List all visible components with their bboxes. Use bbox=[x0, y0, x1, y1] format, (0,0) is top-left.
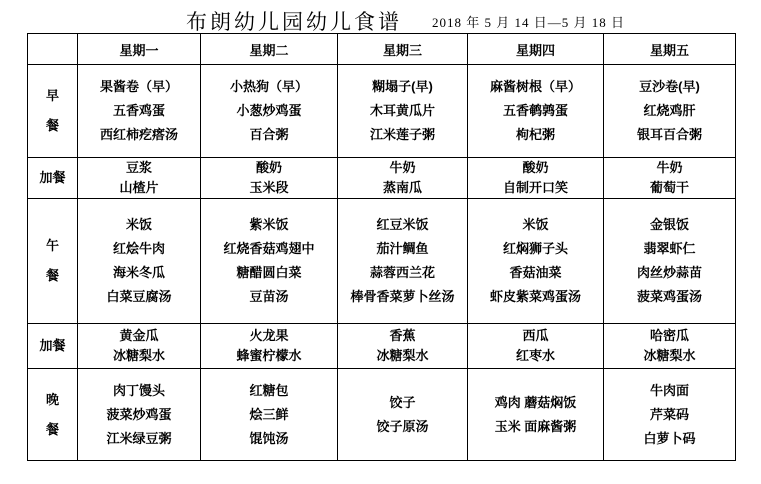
dish-item: 菠菜炒鸡蛋 bbox=[106, 406, 172, 422]
dish-item: 红焖狮子头 bbox=[502, 241, 568, 256]
dish-item: 蒸南瓜 bbox=[382, 180, 422, 195]
dish-item: 馄饨汤 bbox=[249, 430, 289, 446]
dish-item: 糖醋圆白菜 bbox=[236, 265, 302, 280]
page-title: 布朗幼儿园幼儿食谱 bbox=[186, 10, 402, 34]
day-header-row bbox=[28, 34, 736, 65]
dish-item: 红糖包 bbox=[249, 382, 289, 398]
dish-item: 五香鹌鹑蛋 bbox=[502, 103, 568, 118]
dish-item: 糊塌子(早) bbox=[372, 79, 433, 94]
menu-row-0 bbox=[28, 65, 736, 158]
dish-item: 果酱卷（早） bbox=[99, 79, 178, 94]
menu-cell-r2-c0 bbox=[78, 199, 201, 324]
date-range: 2018 年 5 月 14 日—5 月 18 日 bbox=[432, 15, 626, 30]
dish-item: 木耳黄瓜片 bbox=[369, 103, 435, 118]
dish-item: 香菇油菜 bbox=[509, 265, 562, 280]
menu-cell-r3-c2 bbox=[338, 324, 468, 369]
dish-item: 冰糖梨水 bbox=[376, 348, 429, 363]
menu-row-4 bbox=[28, 369, 736, 461]
dish-item: 玉米 面麻酱粥 bbox=[494, 418, 577, 434]
day-header-2: 星期二 bbox=[201, 34, 338, 65]
dish-item: 西瓜 bbox=[522, 328, 549, 343]
dish-item: 米饭 bbox=[125, 217, 152, 232]
menu-cell-r4-c4 bbox=[604, 369, 736, 461]
dish-item: 烩三鲜 bbox=[249, 406, 289, 422]
meal-label bbox=[28, 65, 78, 158]
meal-label-line: 午 bbox=[45, 238, 59, 253]
dish-item: 豆浆 bbox=[125, 160, 152, 175]
dish-item: 江米莲子粥 bbox=[369, 127, 435, 142]
dish-item: 冰糖梨水 bbox=[643, 348, 696, 363]
dish-item: 火龙果 bbox=[249, 328, 289, 343]
dish-item: 牛奶 bbox=[389, 160, 416, 175]
dish-item: 金银饭 bbox=[649, 217, 689, 232]
dish-item: 红烧香菇鸡翅中 bbox=[223, 241, 315, 256]
day-header-1: 星期一 bbox=[78, 34, 201, 65]
menu-cell-r3-c4 bbox=[604, 324, 736, 369]
dish-item: 冰糖梨水 bbox=[112, 348, 165, 363]
dish-item: 五香鸡蛋 bbox=[112, 103, 165, 118]
menu-cell-r3-c3 bbox=[468, 324, 604, 369]
menu-cell-r2-c4 bbox=[604, 199, 736, 324]
dish-item: 红烧鸡肝 bbox=[643, 103, 696, 118]
dish-item: 江米绿豆粥 bbox=[106, 430, 172, 446]
dish-item: 小热狗（早） bbox=[229, 79, 308, 94]
dish-item: 肉丁馒头 bbox=[112, 382, 165, 398]
dish-item: 棒骨香菜萝卜丝汤 bbox=[350, 289, 455, 304]
menu-cell-r0-c1 bbox=[201, 65, 338, 158]
dish-item: 红豆米饭 bbox=[376, 217, 429, 232]
menu-cell-r4-c0 bbox=[78, 369, 201, 461]
meal-label-line: 加餐 bbox=[39, 170, 66, 185]
dish-item: 哈密瓜 bbox=[649, 328, 689, 343]
menu-cell-r0-c4 bbox=[604, 65, 736, 158]
dish-item: 肉丝炒蒜苗 bbox=[636, 265, 702, 280]
dish-item: 豆沙卷(早) bbox=[639, 79, 700, 94]
dish-item: 百合粥 bbox=[249, 127, 289, 142]
meal-label-line: 早 bbox=[45, 88, 59, 103]
menu-row-1 bbox=[28, 158, 736, 199]
dish-item: 枸杞粥 bbox=[515, 127, 555, 142]
dish-item: 银耳百合粥 bbox=[636, 127, 702, 142]
menu-cell-r2-c1 bbox=[201, 199, 338, 324]
dish-item: 香蕉 bbox=[389, 328, 416, 343]
menu-cell-r4-c3 bbox=[468, 369, 604, 461]
menu-cell-r1-c3 bbox=[468, 158, 604, 199]
menu-cell-r2-c2 bbox=[338, 199, 468, 324]
dish-item: 红烩牛肉 bbox=[112, 241, 165, 256]
menu-cell-r2-c3 bbox=[468, 199, 604, 324]
dish-item: 玉米段 bbox=[249, 180, 289, 195]
day-header-4: 星期四 bbox=[468, 34, 604, 65]
dish-item: 黄金瓜 bbox=[119, 328, 159, 343]
dish-item: 白萝卜码 bbox=[643, 430, 696, 446]
meal-label-line: 加餐 bbox=[39, 338, 66, 353]
dish-item: 鸡肉 蘑菇焖饭 bbox=[494, 394, 577, 410]
meal-label bbox=[28, 369, 78, 461]
menu-cell-r4-c1 bbox=[201, 369, 338, 461]
dish-item: 麻酱树根（早） bbox=[489, 79, 581, 94]
dish-item: 蜂蜜柠檬水 bbox=[236, 348, 302, 363]
dish-item: 饺子 bbox=[389, 394, 416, 410]
dish-item: 牛肉面 bbox=[649, 382, 689, 398]
dish-item: 酸奶 bbox=[255, 160, 282, 175]
dish-item: 茄汁鲷鱼 bbox=[376, 241, 429, 256]
dish-item: 葡萄干 bbox=[649, 180, 689, 195]
meal-label bbox=[28, 158, 78, 199]
menu-cell-r3-c0 bbox=[78, 324, 201, 369]
dish-item: 豆苗汤 bbox=[249, 289, 289, 304]
meal-label-line: 餐 bbox=[45, 421, 59, 437]
dish-item: 红枣水 bbox=[515, 348, 555, 363]
dish-item: 小葱炒鸡蛋 bbox=[236, 103, 302, 118]
menu-cell-r3-c1 bbox=[201, 324, 338, 369]
meal-label-line: 餐 bbox=[45, 268, 59, 283]
day-header-3: 星期三 bbox=[338, 34, 468, 65]
dish-item: 酸奶 bbox=[522, 160, 549, 175]
meal-label-line: 晚 bbox=[45, 391, 59, 407]
dish-item: 自制开口笑 bbox=[502, 180, 568, 195]
meal-label bbox=[28, 199, 78, 324]
dish-item: 饺子原汤 bbox=[376, 418, 429, 434]
dish-item: 蒜蓉西兰花 bbox=[369, 265, 435, 280]
dish-item: 虾皮紫菜鸡蛋汤 bbox=[489, 289, 581, 304]
dish-item: 米饭 bbox=[522, 217, 549, 232]
dish-item: 紫米饭 bbox=[249, 217, 289, 232]
dish-item: 白菜豆腐汤 bbox=[106, 289, 172, 304]
menu-cell-r1-c4 bbox=[604, 158, 736, 199]
menu-table bbox=[27, 33, 736, 461]
menu-cell-r1-c1 bbox=[201, 158, 338, 199]
menu-row-2 bbox=[28, 199, 736, 324]
dish-item: 翡翠虾仁 bbox=[643, 241, 696, 256]
corner-cell bbox=[28, 34, 78, 65]
menu-cell-r0-c3 bbox=[468, 65, 604, 158]
menu-cell-r0-c0 bbox=[78, 65, 201, 158]
menu-cell-r4-c2 bbox=[338, 369, 468, 461]
menu-row-3 bbox=[28, 324, 736, 369]
day-header-5: 星期五 bbox=[604, 34, 736, 65]
menu-cell-r0-c2 bbox=[338, 65, 468, 158]
meal-label bbox=[28, 324, 78, 369]
dish-item: 西红柿疙瘩汤 bbox=[99, 127, 178, 142]
dish-item: 芹菜码 bbox=[649, 406, 689, 422]
dish-item: 海米冬瓜 bbox=[112, 265, 165, 280]
menu-cell-r1-c2 bbox=[338, 158, 468, 199]
menu-cell-r1-c0 bbox=[78, 158, 201, 199]
dish-item: 山楂片 bbox=[119, 180, 159, 195]
meal-label-line: 餐 bbox=[45, 118, 59, 133]
dish-item: 菠菜鸡蛋汤 bbox=[636, 289, 702, 304]
dish-item: 牛奶 bbox=[656, 160, 683, 175]
